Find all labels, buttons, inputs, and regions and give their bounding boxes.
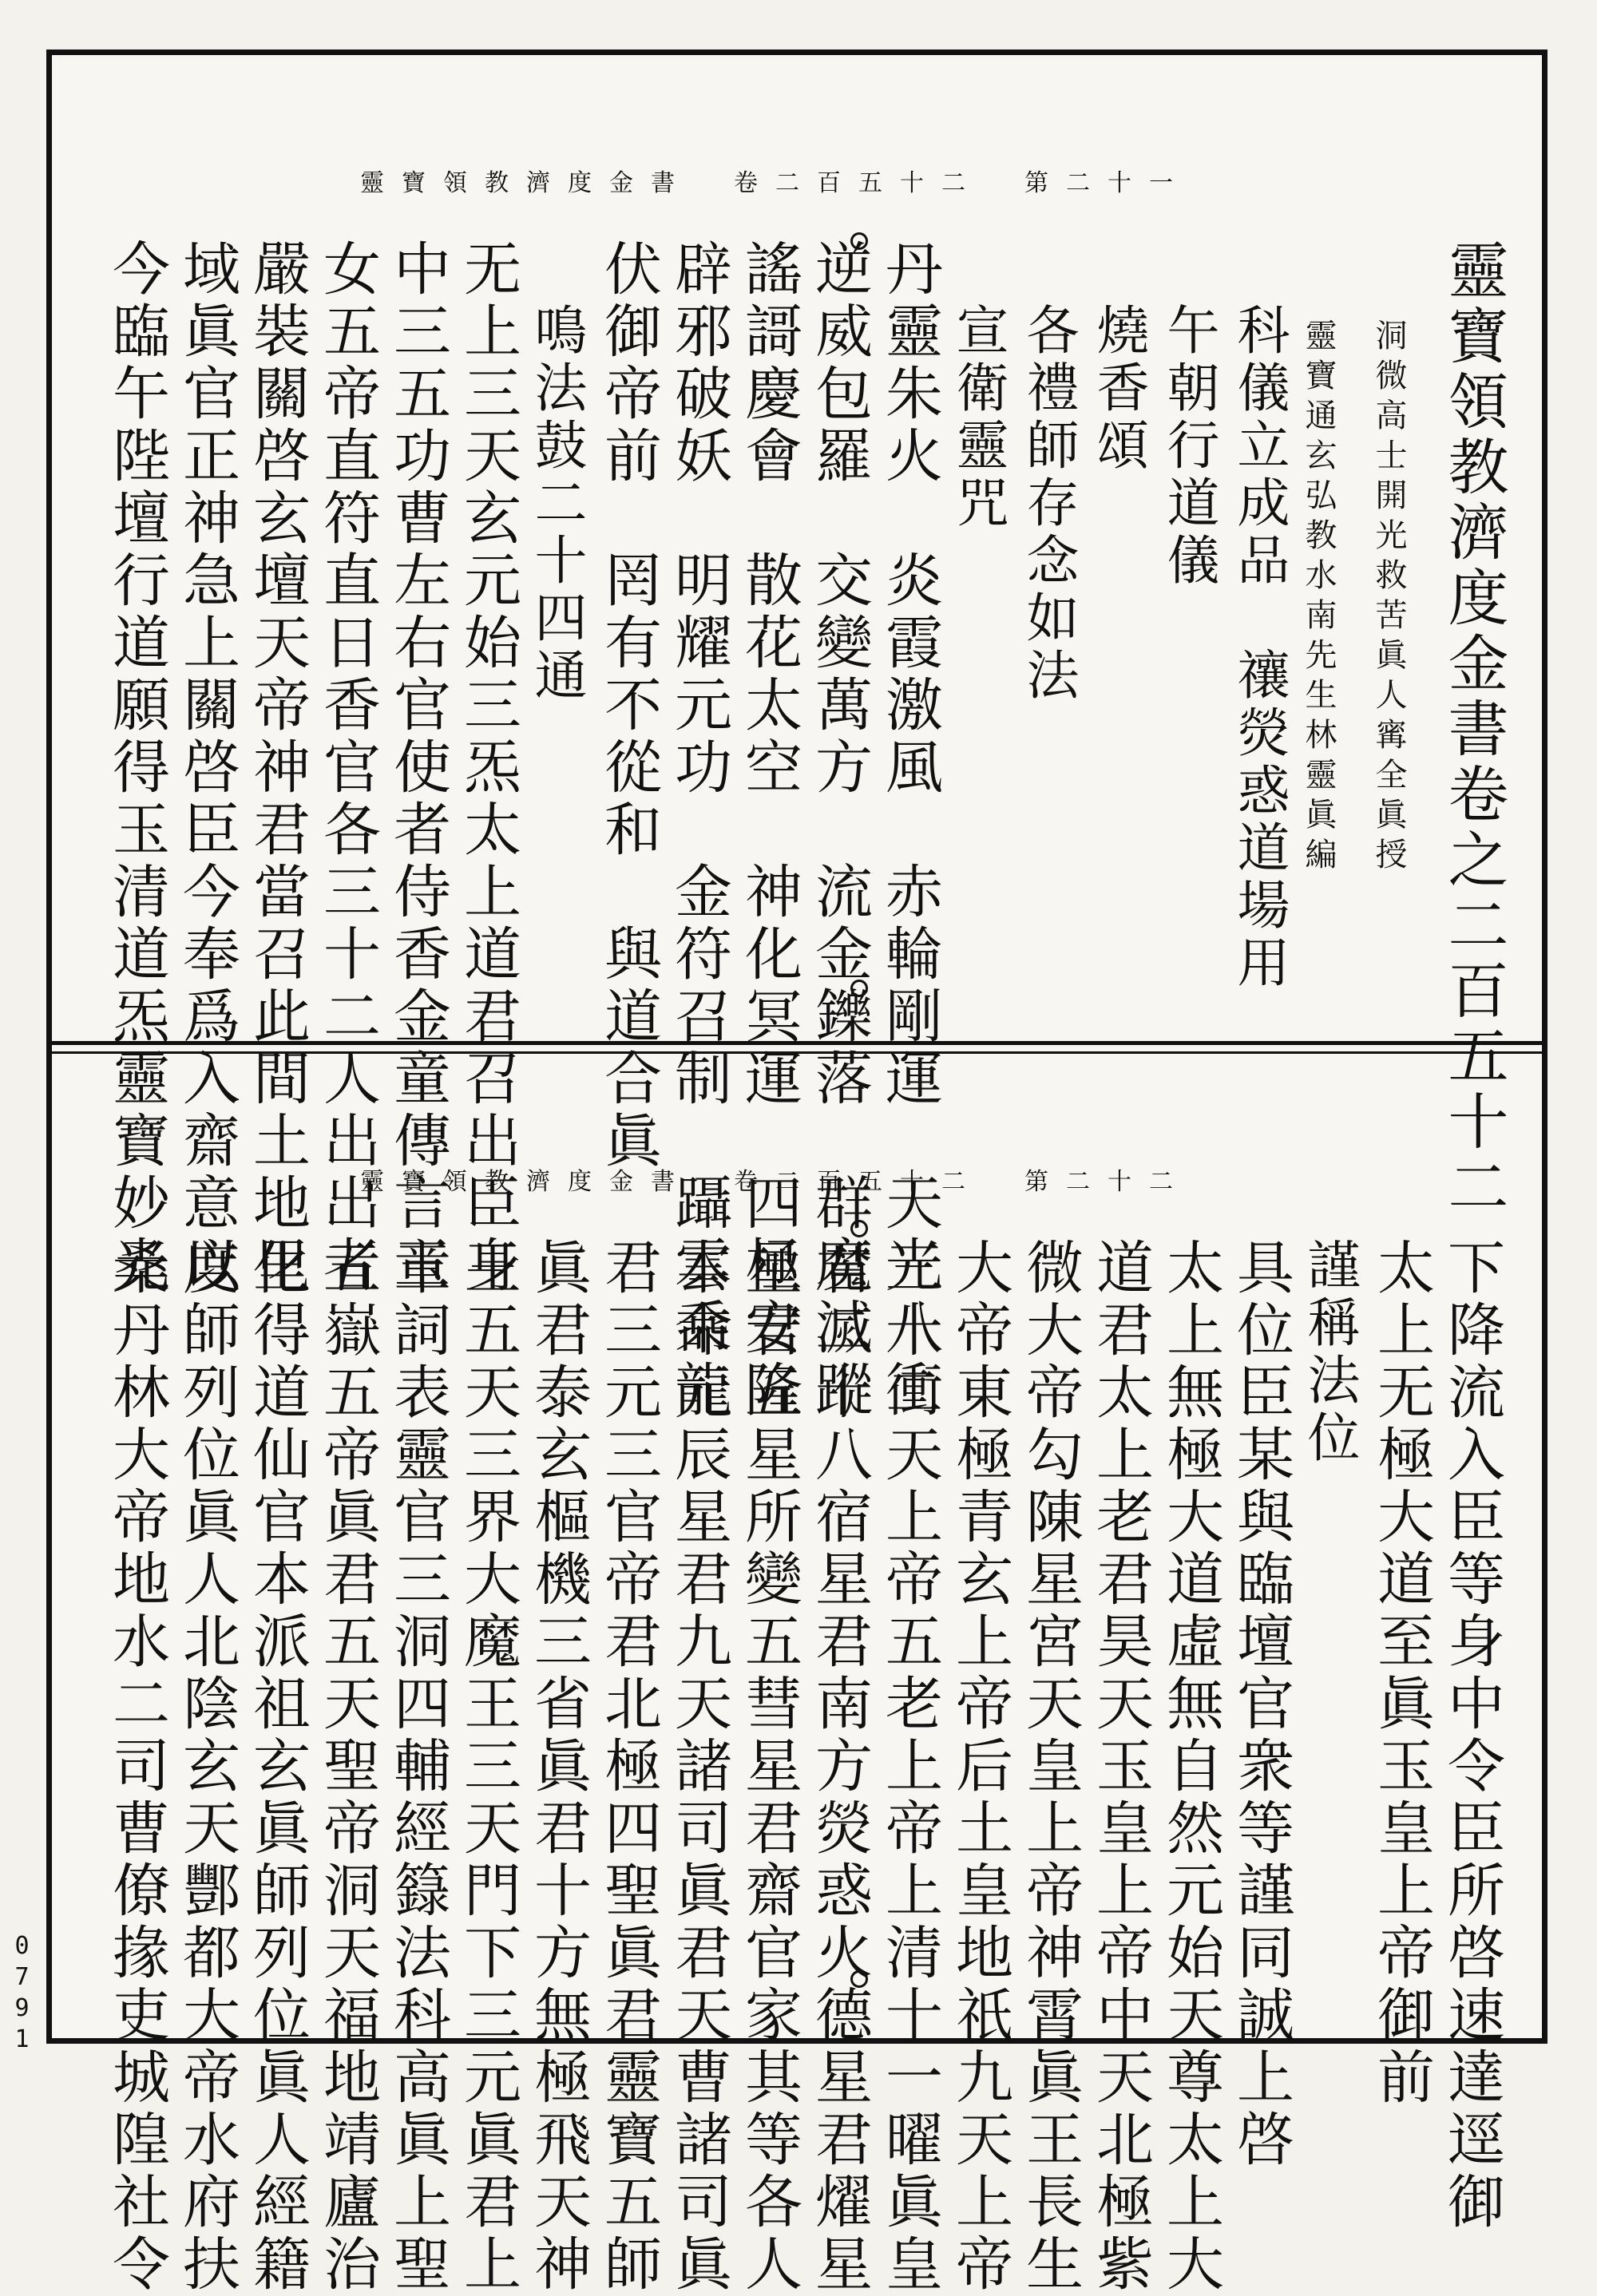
lower-page [52, 1051, 1542, 2296]
text-column: 化得道仙官本派祖玄眞師列位眞人經籍 [244, 1237, 311, 2296]
text-column: 太上无極大道至眞玉皇上帝御前 [1368, 1237, 1435, 2109]
punctuation-circle [850, 232, 868, 250]
text-column: 伏御帝前 罔有不從和 與道合眞 [595, 239, 662, 1173]
text-column: 靈寶通玄弘教水南先生林靈眞編 [1300, 319, 1337, 877]
running-head: 靈寶領教濟度金書 卷二百五十二 第二十一 [360, 169, 1191, 197]
text-column: 鳴法鼓二十四通 [525, 303, 587, 705]
text-column: 女五帝直符直日香官各三十二人出出者 [314, 239, 381, 1297]
punctuation-circle [850, 980, 868, 997]
text-column: 科儀立成品 禳熒惑道場用 [1228, 303, 1290, 992]
punctuation-circle [850, 1220, 868, 1237]
text-column: 嚴裝關啓玄壇天帝神君當召此間土地里 [244, 239, 311, 1297]
text-column: 謹稱法位 [1298, 1237, 1360, 1467]
running-head: 靈寶領教濟度金書 卷二百五十二 第二十二 [360, 1168, 1191, 1196]
text-column: 下降流入臣等身中令臣所啓速達逕御 [1438, 1237, 1505, 2234]
text-column: 星君五星所變五彗星君齋官家其等各人 [735, 1237, 802, 2296]
text-column: 謠謌慶會 散花太空 神化冥運 四極安隆 [735, 239, 802, 1422]
text-column: 无上三天玄元始三炁太上道君召出臣身 [454, 239, 521, 1297]
text-column: 逆威包羅 交變萬方 流金鑠落 群魔滅蹤 [806, 239, 873, 1422]
page-frame [46, 49, 1547, 2296]
text-column: 宣衛靈咒 [947, 303, 1009, 532]
text-column: 君二十八宿星君南方熒惑火德星君燿星 [806, 1237, 873, 2296]
text-column: 洞微高士開光救苦眞人寗全眞授 [1370, 319, 1407, 877]
text-column: 度師列位眞人北陰玄天酆都大帝水府扶 [173, 1237, 240, 2296]
page-number: 0791 [8, 1932, 36, 2057]
text-column: 太上無極大道虛無自然元始天尊太上大 [1157, 1237, 1224, 2296]
text-column: 眞君泰玄樞機三省眞君十方無極飛天神 [525, 1237, 592, 2296]
text-column: 午朝行道儀 [1158, 303, 1219, 590]
text-column: 君三元三官帝君北極四聖眞君靈寶五師 [595, 1237, 662, 2296]
text-column: 今臨午陛壇行道願得玉清道炁靈寶妙光 [103, 239, 170, 1297]
text-column: 靈寶領教濟度金書卷之二百五十二 [1438, 239, 1509, 1221]
text-column: 各禮師存念如法 [1017, 303, 1079, 705]
text-column: 中三五功曹左右官使者侍香金童傳言玉 [384, 239, 451, 1297]
text-column: 辟邪破妖 明耀元功 金符召制 躡雲乘龍 [665, 239, 732, 1422]
text-column: 道君太上老君昊天玉皇上帝中天北極紫 [1087, 1237, 1154, 2296]
text-column: 大帝東極青玄上帝后土皇地祇九天上帝 [946, 1237, 1013, 2296]
text-column: 王五天三界大魔王三天門下三元眞君上 [454, 1237, 521, 2296]
text-column: 丹靈朱火 炎霞激風 赤輪剛運 天光八衝 [876, 239, 943, 1422]
text-column: 微大帝勾陳星宮天皇上帝神霄眞王長生 [1016, 1237, 1084, 2296]
text-column: 三十二天上帝五老上帝上清十一曜眞皇 [876, 1237, 943, 2296]
text-column: 具位臣某與臨壇官衆等謹同誠上啓 [1227, 1237, 1294, 2171]
punctuation-circle [850, 1970, 868, 1988]
text-column: 五嶽五帝眞君五天聖帝洞天福地靖廬治 [314, 1237, 381, 2296]
text-column: 域眞官正神急上關啓臣今奉爲入齋意以 [173, 239, 240, 1297]
text-column: 燒香頌 [1088, 303, 1149, 475]
text-column: 章詞表靈官三洞四輔經籙法科高眞上聖 [384, 1237, 451, 2296]
text-column: 桑丹林大帝地水二司曹僚掾吏城隍社令 [103, 1237, 170, 2296]
text-column: 本命元辰星君九天諸司眞君天曹諸司眞 [665, 1237, 732, 2296]
